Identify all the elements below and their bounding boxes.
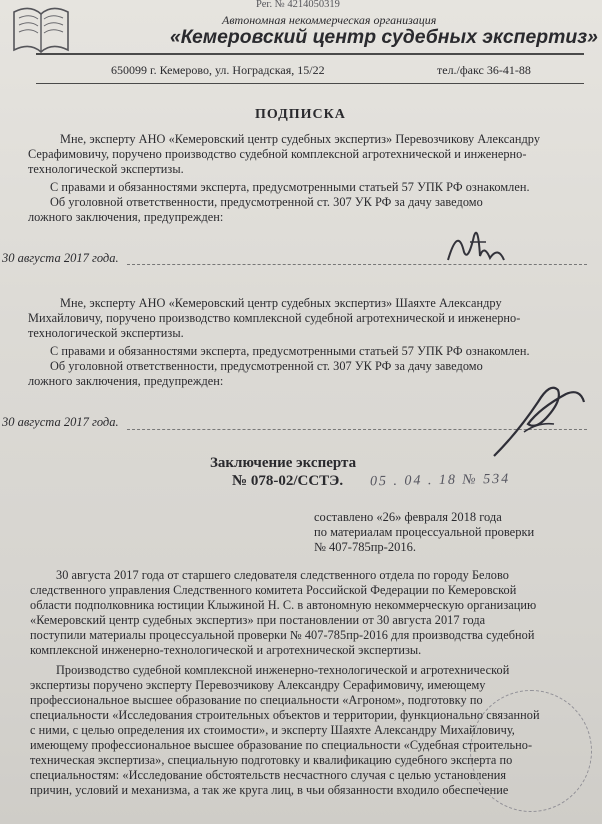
subscription-1-line: Об уголовной ответственности, предусмотренной ст. 307 УК РФ за дачу заведомо — [50, 195, 483, 209]
body-paragraph-1-line: поступили материалы процессуальной проверки № 407-785пр-2016 для производства судебной — [30, 628, 535, 642]
address: 650099 г. Кемерово, ул. Ноградская, 15/22 — [111, 63, 325, 77]
subscription-2-date: 30 августа 2017 года. — [2, 415, 119, 429]
subscription-1-line: Мне, эксперту АНО «Кемеровский центр судебных экспертиз» Перевозчикову Александру — [60, 132, 541, 146]
composed-date: составлено «26» февраля 2018 года — [314, 510, 502, 524]
subscription-title: ПОДПИСКА — [255, 107, 346, 122]
body-paragraph-2-line: профессиональное высшее образование по специальности «Агроном», подготовку по — [30, 693, 483, 707]
composed-materials: по материалам процессуальной проверки — [314, 525, 535, 539]
subscription-2-line: технологической экспертизы. — [28, 326, 184, 340]
conclusion-title: Заключение эксперта — [210, 455, 357, 471]
subscription-1-line: Серафимовичу, поручено производство судебной комплексной агротехнической и инженерно- — [28, 147, 527, 161]
header-divider-bottom — [36, 83, 584, 84]
body-paragraph-1-line: области подполковника юстиции Клыжиной Н. С. в автономную некоммерческую организацию — [30, 598, 537, 612]
body-paragraph-2-line: экспертизы поручено эксперту Перевозчикову Александру Серафимовичу, имеющему — [30, 678, 486, 692]
subscription-2-line: С правами и обязанностями эксперта, предусмотренными статьей 57 УПК РФ ознакомлен. — [50, 344, 530, 358]
phone-fax: тел./факс 36-41-88 — [437, 63, 531, 77]
body-paragraph-1-line: 30 августа 2017 года от старшего следователя следственного отдела по городу Белово — [56, 568, 509, 582]
body-paragraph-2-line: Производство судебной комплексной инженерно-технологической и агротехнической — [56, 663, 510, 677]
subscription-2-line: Мне, эксперту АНО «Кемеровский центр судебных экспертиз» Шаяхте Александру — [60, 296, 502, 310]
composed-check-number: № 407-785пр-2016. — [314, 540, 416, 554]
body-paragraph-2-line: причин, условий и механизма, а так же круга лиц, в чьи обязанности входило обеспечение — [30, 783, 509, 797]
organization-name: «Кемеровский центр судебных экспертиз» — [170, 26, 598, 48]
handwritten-registration: 05 . 04 . 18 № 534 — [369, 471, 511, 490]
body-paragraph-2-line: имеющему профессиональное высшее образование по специальности «Судебная строительно- — [30, 738, 533, 752]
registration-number: Рег. № 4214050319 — [256, 0, 340, 10]
subscription-2-line: Михайловичу, поручено производство комплексной судебной агротехнической и инженерно- — [28, 311, 521, 325]
header-divider-top — [36, 53, 584, 55]
conclusion-number: № 078-02/ССТЭ. — [232, 473, 344, 489]
subscription-1-line: технологической экспертизы. — [28, 162, 184, 176]
stamp-seal — [470, 690, 592, 812]
body-paragraph-1-line: «Кемеровский центр судебных экспертиз» при постановлении от 30 августа 2017 года — [30, 613, 486, 627]
body-paragraph-1-line: следственного управления Следственного комитета Российской Федерации по Кемеровской — [30, 583, 517, 597]
expert-signature-2 — [488, 372, 598, 462]
body-paragraph-1-line: комплексной инженерно-технологической и агротехнической экспертизы. — [30, 643, 422, 657]
subscription-2-line: Об уголовной ответственности, предусмотренной ст. 307 УК РФ за дачу заведомо — [50, 359, 483, 373]
subscription-1-line: ложного заключения, предупрежден: — [28, 210, 224, 224]
subscription-2-line: ложного заключения, предупрежден: — [28, 374, 224, 388]
expert-signature-1 — [440, 222, 550, 270]
organization-type: Автономная некоммерческая организация — [222, 13, 437, 27]
body-paragraph-2-line: специальности «Исследования строительных объектов и территории, функционально связанной — [30, 708, 540, 722]
body-paragraph-2-line: техническая экспертиза», специальную подготовку и квалификацию судебного эксперта по — [30, 753, 513, 767]
subscription-1-date: 30 августа 2017 года. — [2, 251, 119, 265]
body-paragraph-2-line: специальностям: «Исследование обстоятельств несчастного случая с целью установления — [30, 768, 507, 782]
body-paragraph-2-line: с ними, с целью определения их стоимости», и эксперту Шаяхте Александру Михайловичу, — [30, 723, 515, 737]
subscription-1-line: С правами и обязанностями эксперта, предусмотренными статьей 57 УПК РФ ознакомлен. — [50, 180, 530, 194]
